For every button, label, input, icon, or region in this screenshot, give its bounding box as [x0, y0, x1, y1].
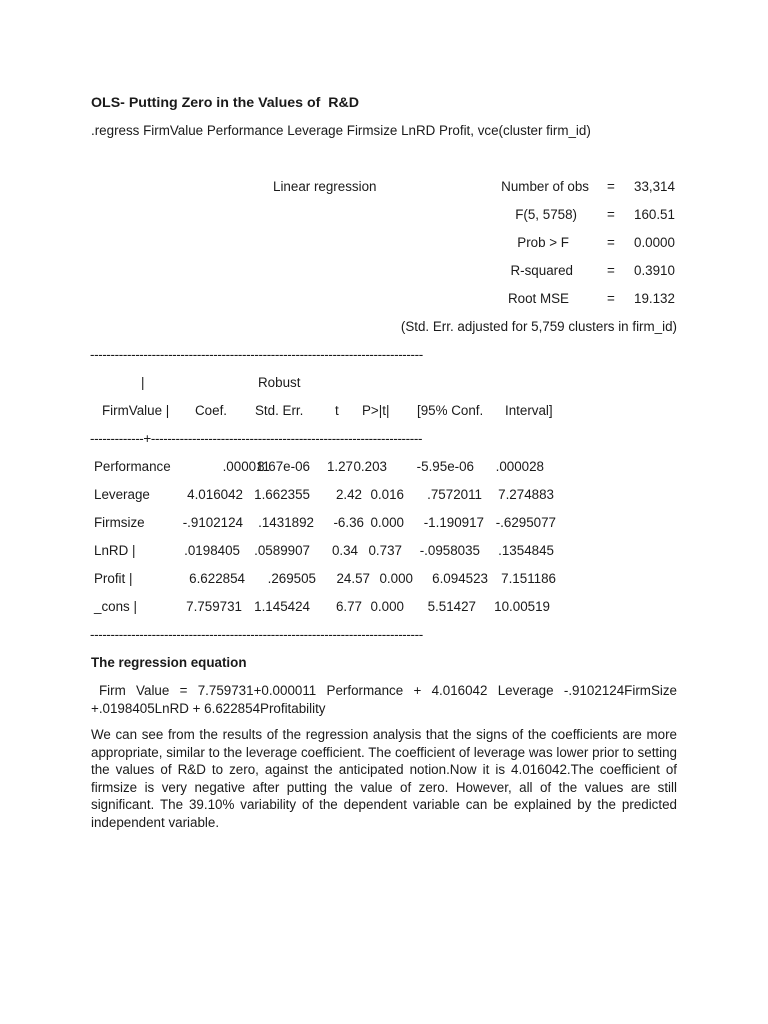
stat-equals: = — [607, 291, 615, 306]
row-stderr: 1.145424 — [254, 599, 310, 614]
row-ci-high: .000028 — [495, 459, 544, 474]
stat-label: Prob > F — [517, 235, 569, 250]
row-p: 0.000 — [379, 571, 413, 586]
stat-value: 0.3910 — [634, 263, 675, 278]
header-p: P>|t| — [362, 403, 390, 418]
row-ci-low: .7572011 — [427, 487, 482, 502]
page-title: OLS- Putting Zero in the Values of R&D — [91, 95, 359, 111]
row-p: 0.000 — [370, 515, 404, 530]
stat-value: 19.132 — [634, 291, 675, 306]
row-ci-low: -.0958035 — [419, 543, 480, 558]
row-p: 0.000 — [370, 599, 404, 614]
row-p: 0.203 — [353, 459, 387, 474]
header-coef: Coef. — [195, 403, 228, 418]
row-ci-high: 10.00519 — [494, 599, 550, 614]
row-coef: 4.016042 — [187, 487, 243, 502]
row-p: 0.737 — [368, 543, 402, 558]
stat-label: F(5, 5758) — [515, 207, 577, 222]
row-t: 1.27 — [326, 459, 353, 474]
row-variable: Firmsize — [94, 515, 145, 530]
header-depvar: FirmValue | — [102, 403, 170, 418]
row-variable: Profit | — [94, 571, 133, 586]
stat-value: 0.0000 — [634, 235, 675, 250]
row-stderr: 1.662355 — [254, 487, 310, 502]
equation-heading: The regression equation — [91, 655, 247, 670]
row-t: 0.34 — [331, 543, 358, 558]
stat-label: Root MSE — [507, 291, 569, 306]
divider-top: --------------------------------------------------------------------------------- — [90, 347, 423, 362]
header-t: t — [335, 403, 339, 418]
row-stderr: .0589907 — [254, 543, 310, 558]
header-ci-low: [95% Conf. — [417, 403, 484, 418]
row-variable: Performance — [94, 459, 171, 474]
row-stderr: 8.67e-06 — [257, 459, 310, 474]
row-stderr: .1431892 — [258, 515, 314, 530]
stat-label: R-squared — [510, 263, 573, 278]
header-stderr: Std. Err. — [255, 403, 304, 418]
divider-cross: -------------+------------------------------------------------------------------ — [90, 431, 423, 446]
row-t: -6.36 — [333, 515, 364, 530]
regress-command: .regress FirmValue Performance Leverage Firmsize LnRD Profit, vce(cluster firm_id) — [91, 123, 591, 138]
stat-label: Number of obs — [501, 179, 589, 194]
row-coef: 6.622854 — [189, 571, 245, 586]
stat-equals: = — [607, 207, 615, 222]
row-t: 6.77 — [335, 599, 362, 614]
row-ci-high: 7.151186 — [501, 571, 556, 586]
stat-equals: = — [607, 235, 615, 250]
regression-equation: Firm Value = 7.759731+0.000011 Performance + 4.016042 Leverage -.9102124FirmSize +.0198405LnRD + 6.622854Profitability — [91, 683, 677, 716]
model-label: Linear regression — [273, 179, 377, 194]
row-ci-high: 7.274883 — [498, 487, 554, 502]
row-ci-low: 6.094523 — [432, 571, 488, 586]
row-ci-low: -5.95e-06 — [416, 459, 474, 474]
row-variable: Leverage — [94, 487, 150, 502]
stat-value: 33,314 — [634, 179, 675, 194]
row-t: 24.57 — [336, 571, 370, 586]
row-p: 0.016 — [370, 487, 404, 502]
stat-equals: = — [607, 263, 615, 278]
row-ci-high: .1354845 — [498, 543, 554, 558]
header-ci-high: Interval] — [505, 403, 553, 418]
header-robust: Robust — [258, 375, 301, 390]
stat-value: 160.51 — [634, 207, 675, 222]
row-t: 2.42 — [335, 487, 362, 502]
row-ci-low: -1.190917 — [423, 515, 484, 530]
row-variable: LnRD | — [94, 543, 136, 558]
discussion-paragraph: We can see from the results of the regression analysis that the signs of the coefficients are more appropriate, similar to the leverage coefficient. The coefficient of leverage was lower prior to setting the values of R&D to zero, against the anticipated notion.Now it is 4.016042.The coefficient of firmsize is very negative after putting the value of zero. However, all of the values are still significant. The 39.10% variability of the dependent variable can be explained by the predicted independent variable. — [91, 727, 677, 830]
row-ci-high: -.6295077 — [495, 515, 556, 530]
row-coef: -.9102124 — [182, 515, 243, 530]
divider-bottom: --------------------------------------------------------------------------------- — [90, 627, 423, 642]
row-ci-low: 5.51427 — [427, 599, 476, 614]
stat-equals: = — [607, 179, 615, 194]
header-bar: | — [141, 375, 145, 390]
row-variable: _cons | — [94, 599, 137, 614]
row-coef: .000011 — [222, 459, 270, 474]
row-coef: 7.759731 — [186, 599, 242, 614]
cluster-note: (Std. Err. adjusted for 5,759 clusters in firm_id) — [400, 319, 677, 334]
row-stderr: .269505 — [267, 571, 316, 586]
row-coef: .0198405 — [184, 543, 240, 558]
